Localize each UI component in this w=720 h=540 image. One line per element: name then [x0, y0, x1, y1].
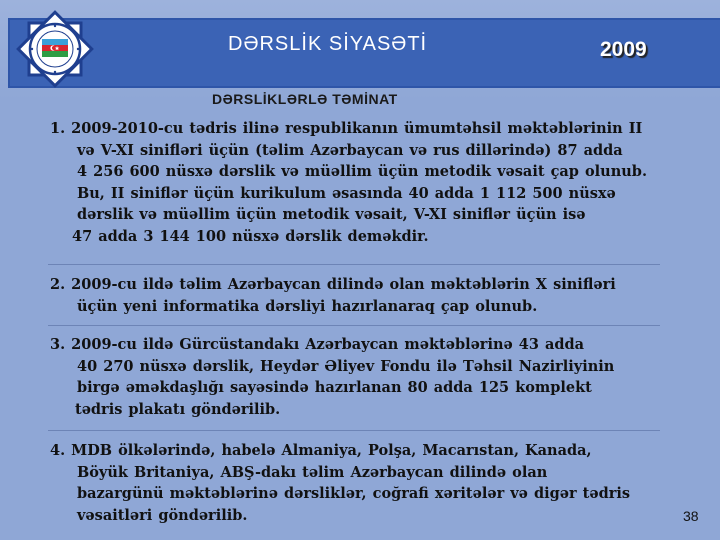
paragraph-line: Bu, II siniflər üçün kurikulum əsasında 40 adda 1 112 500 nüsxə — [77, 184, 616, 202]
paragraph-3 — [50, 334, 660, 420]
slide-title: DƏRSLİK SİYASƏTİ — [228, 33, 428, 55]
page-number: 38 — [683, 508, 699, 524]
section-subtitle: DƏRSLİKLƏRLƏ TƏMİNAT — [212, 91, 398, 107]
paragraph-line: Böyük Britaniya, ABŞ-dakı təlim Azərbaycan dilində olan — [77, 463, 548, 481]
paragraph-line: 2. 2009-cu ildə təlim Azərbaycan dilində olan məktəblərin X sinifləri — [50, 276, 616, 293]
paragraph-line: 3. 2009-cu ildə Gürcüstandakı Azərbaycan məktəblərinə 43 adda — [50, 336, 585, 353]
paragraph-line: vəsaitləri göndərilib. — [77, 506, 248, 524]
paragraph-line: üçün yeni informatika dərsliyi hazırlanaraq çap olunub. — [77, 297, 538, 315]
paragraph-line: dərslik və müəllim üçün metodik vəsait, V-XI siniflər üçün isə — [77, 206, 586, 223]
paragraph-line: bazargünü məktəblərinə dərsliklər, coğrafi xəritələr və digər tədris — [77, 485, 631, 502]
divider — [48, 264, 660, 265]
paragraph-line: 40 270 nüsxə dərslik, Heydər Əliyev Fondu ilə Təhsil Nazirliyinin — [77, 357, 615, 375]
paragraph-line: və V-XI sinifləri üçün (təlim Azərbaycan və rus dillərində) 87 adda — [77, 141, 623, 159]
divider — [48, 325, 660, 326]
paragraph-4 — [50, 440, 660, 526]
paragraph-line: 4. MDB ölkələrində, habelə Almaniya, Polşa, Macarıstan, Kanada, — [50, 442, 592, 459]
paragraph-1 — [50, 118, 660, 247]
paragraph-line: 4 256 600 nüsxə dərslik və müəllim üçün metodik vəsait çap olunub. — [77, 163, 647, 180]
divider — [48, 430, 660, 431]
paragraph-line: 1. 2009-2010-cu tədris ilinə respublikanın ümumtəhsil məktəblərinin II — [50, 120, 643, 137]
paragraph-line: birgə əməkdaşlığı sayəsində hazırlanan 80 adda 125 komplekt — [77, 379, 592, 396]
ministry-emblem-icon — [12, 6, 98, 92]
paragraph-line: 47 adda 3 144 100 nüsxə dərslik deməkdir. — [72, 227, 429, 245]
paragraph-line: tədris plakatı göndərilib. — [75, 400, 281, 418]
slide-year: 2009 — [600, 38, 647, 61]
paragraph-2 — [50, 274, 660, 317]
